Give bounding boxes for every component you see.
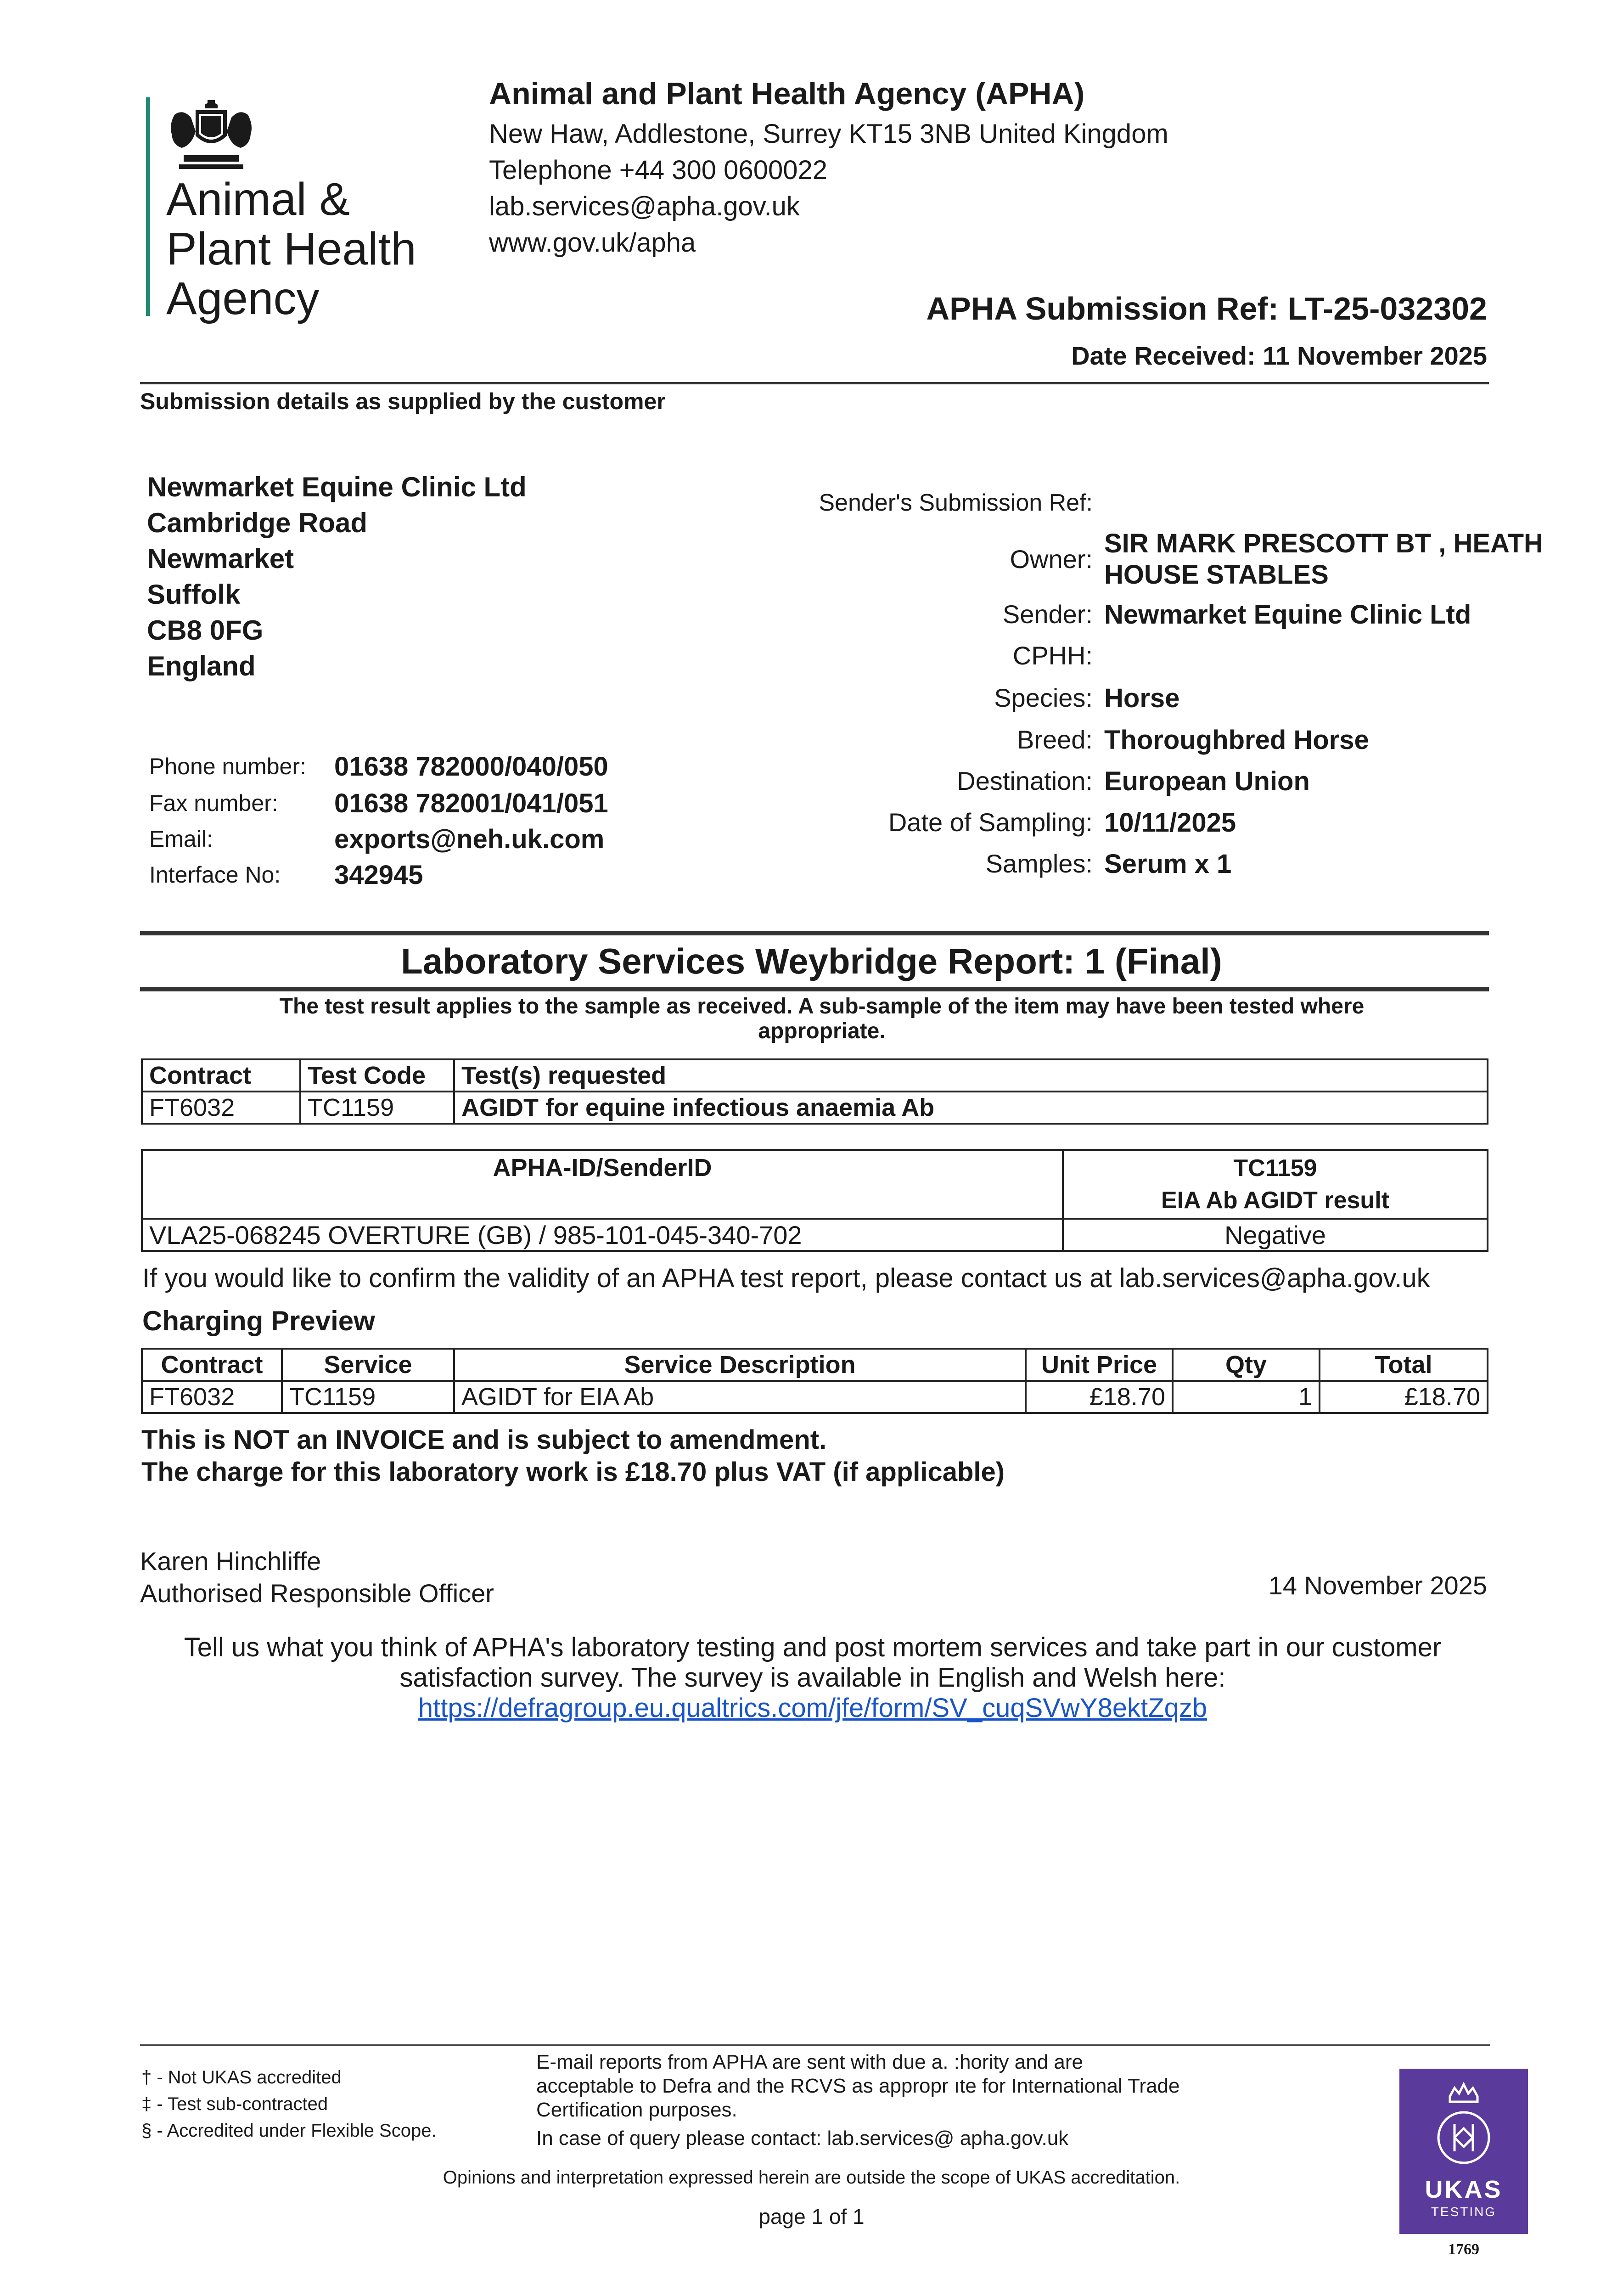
- email-disclaimer-line: acceptable to Defra and the RCVS as appropr ıte for International Trade: [536, 2075, 1180, 2097]
- agency-logo-text: [166, 174, 416, 323]
- report-date: 14 November 2025: [1268, 1571, 1487, 1600]
- owner-value-line-2: HOUSE STABLES: [1104, 560, 1329, 590]
- footnote-subcontracted: ‡ - Test sub-contracted: [141, 2094, 328, 2114]
- submission-ref: APHA Submission Ref: LT-25-032302: [926, 291, 1487, 326]
- logo-accent-bar: [146, 97, 150, 316]
- survey-link[interactable]: https://defragroup.eu.qualtrics.com/jfe/form/SV_cuqSVwY8ektZqzb: [418, 1693, 1207, 1723]
- header-apha-id: APHA-ID/SenderID: [142, 1150, 1063, 1219]
- destination-value: European Union: [1104, 766, 1310, 796]
- report-note-line-1: The test result applies to the sample as received. A sub-sample of the item may have been tested where: [279, 994, 1365, 1019]
- date-received: Date Received: 11 November 2025: [1071, 341, 1487, 370]
- survey-line-2: satisfaction survey. The survey is available in English and Welsh here:: [399, 1663, 1226, 1693]
- address-line: Suffolk: [147, 579, 241, 610]
- owner-value-line-1: SIR MARK PRESCOTT BT , HEATH: [1104, 529, 1543, 558]
- fax-value: 01638 782001/041/051: [334, 788, 608, 818]
- samples-label: Samples:: [985, 849, 1093, 878]
- table-row: [142, 1381, 1488, 1413]
- header-test-code: Test Code: [300, 1059, 454, 1092]
- cell-test-requested: AGIDT for equine infectious anaemia Ab: [454, 1092, 1488, 1124]
- result-table: [141, 1149, 1488, 1252]
- fax-label: Fax number:: [149, 790, 278, 816]
- customer-address: [147, 469, 527, 684]
- header-service: Service: [282, 1349, 454, 1381]
- interface-value: 342945: [334, 860, 423, 890]
- charging-preview-heading: Charging Preview: [142, 1306, 375, 1336]
- footnote-flexible-scope: § - Accredited under Flexible Scope.: [141, 2121, 437, 2141]
- sender-label: Sender:: [1002, 600, 1093, 629]
- cell-contract: FT6032: [142, 1381, 282, 1413]
- header-service-description: Service Description: [454, 1349, 1026, 1381]
- ukas-testing-label: TESTING: [1431, 2205, 1497, 2219]
- cell-service: TC1159: [282, 1381, 454, 1413]
- cell-qty: 1: [1173, 1381, 1320, 1413]
- agency-website[interactable]: www.gov.uk/apha: [489, 228, 696, 258]
- cell-sample-id: VLA25-068245 OVERTURE (GB) / 985-101-045-340-702: [142, 1219, 1063, 1251]
- address-line: Newmarket Equine Clinic Ltd: [147, 472, 527, 502]
- charging-table-header: [142, 1349, 1488, 1381]
- header-result-name: EIA Ab AGIDT result: [1161, 1187, 1389, 1214]
- header-divider: [140, 382, 1489, 384]
- ukas-accreditation-number: 1769: [1448, 2241, 1479, 2258]
- officer-role: Authorised Responsible Officer: [140, 1579, 494, 1608]
- submission-note: Submission details as supplied by the customer: [140, 388, 666, 414]
- survey-line-1: Tell us what you think of APHA's laboratory testing and post mortem services and take part in our customer: [184, 1632, 1442, 1662]
- ukas-wordmark: UKAS: [1425, 2176, 1503, 2203]
- address-line: England: [147, 651, 256, 681]
- survey-block: [156, 1632, 1469, 1723]
- owner-label: Owner:: [1010, 545, 1093, 574]
- sampling-date-label: Date of Sampling:: [888, 808, 1093, 837]
- logo-line-3: Agency: [166, 273, 320, 324]
- address-line: Cambridge Road: [147, 507, 368, 538]
- cell-service-description: AGIDT for EIA Ab: [454, 1381, 1026, 1413]
- header-result-code: TC1159: [1233, 1155, 1317, 1182]
- interface-label: Interface No:: [149, 862, 281, 888]
- tests-table-header: [142, 1059, 1488, 1092]
- header-tests-requested: Test(s) requested: [454, 1059, 1488, 1092]
- validity-text: If you would like to confirm the validity of an APHA test report, please contact us at lab.services@apha.gov.uk: [142, 1263, 1430, 1293]
- header-unit-price: Unit Price: [1026, 1349, 1173, 1381]
- header-total: Total: [1320, 1349, 1488, 1381]
- officer-name: Karen Hinchliffe: [140, 1547, 321, 1576]
- email-label: Email:: [149, 826, 213, 852]
- samples-value: Serum x 1: [1104, 849, 1232, 879]
- header-contract: Contract: [142, 1059, 300, 1092]
- breed-value: Thoroughbred Horse: [1104, 725, 1369, 755]
- header-qty: Qty: [1173, 1349, 1320, 1381]
- table-row: [142, 1092, 1488, 1124]
- page-number: page 1 of 1: [758, 2205, 865, 2228]
- tests-table: [141, 1058, 1488, 1125]
- charge-summary: The charge for this laboratory work is £18.70 plus VAT (if applicable): [141, 1457, 1005, 1487]
- signoff-block: [140, 1545, 494, 1609]
- charging-table: [141, 1348, 1488, 1414]
- ukas-opinion-notice: Opinions and interpretation expressed herein are outside the scope of UKAS accreditation.: [443, 2167, 1180, 2188]
- ukas-crown-mark-icon: [1429, 2078, 1498, 2170]
- footnote-not-accredited: † - Not UKAS accredited: [141, 2067, 342, 2088]
- address-line: CB8 0FG: [147, 615, 264, 646]
- destination-label: Destination:: [957, 766, 1093, 795]
- agency-address: New Haw, Addlestone, Surrey KT15 3NB United Kingdom: [489, 119, 1168, 149]
- table-row: [142, 1219, 1488, 1251]
- logo-line-1: Animal &: [166, 174, 350, 225]
- report-note-line-2: appropriate.: [758, 1019, 886, 1043]
- email-disclaimer: [536, 2050, 1294, 2150]
- senders-ref-label: Sender's Submission Ref:: [819, 490, 1093, 516]
- result-table-header: [142, 1150, 1488, 1219]
- cell-result-value: Negative: [1063, 1219, 1488, 1251]
- report-note: [184, 994, 1460, 1044]
- species-label: Species:: [994, 683, 1093, 712]
- query-contact-line: In case of query please contact: lab.services@ apha.gov.uk: [536, 2127, 1069, 2150]
- agency-telephone: Telephone +44 300 0600022: [489, 155, 827, 185]
- agency-name: Animal and Plant Health Agency (APHA): [489, 76, 1085, 111]
- footnotes: [141, 2064, 437, 2144]
- email-disclaimer-line: Certification purposes.: [536, 2099, 737, 2121]
- phone-label: Phone number:: [149, 754, 306, 779]
- header-contract: Contract: [142, 1349, 282, 1381]
- sampling-date-value: 10/11/2025: [1104, 808, 1236, 838]
- report-rule-bottom: [140, 987, 1489, 991]
- logo-line-2: Plant Health: [166, 223, 416, 275]
- header-result: [1063, 1150, 1488, 1219]
- agency-email[interactable]: lab.services@apha.gov.uk: [489, 191, 800, 221]
- cell-unit-price: £18.70: [1026, 1381, 1173, 1413]
- address-line: Newmarket: [147, 543, 294, 574]
- email-disclaimer-line: E-mail reports from APHA are sent with due a. :hority and are: [536, 2051, 1083, 2073]
- report-title: Laboratory Services Weybridge Report: 1 (Final): [401, 941, 1222, 981]
- breed-label: Breed:: [1017, 725, 1093, 754]
- cphh-label: CPHH:: [1012, 641, 1093, 670]
- phone-value: 01638 782000/040/050: [334, 752, 608, 782]
- cell-contract: FT6032: [142, 1092, 300, 1124]
- footer-divider: [140, 2044, 1490, 2046]
- cell-test-code: TC1159: [300, 1092, 454, 1124]
- royal-coat-of-arms-icon: [165, 96, 257, 177]
- cell-total: £18.70: [1320, 1381, 1488, 1413]
- sender-value: Newmarket Equine Clinic Ltd: [1104, 600, 1471, 630]
- species-value: Horse: [1104, 683, 1180, 713]
- ukas-badge: [1399, 2069, 1528, 2234]
- report-rule-top: [140, 931, 1489, 935]
- email-value[interactable]: exports@neh.uk.com: [334, 824, 605, 854]
- not-invoice-notice: This is NOT an INVOICE and is subject to amendment.: [141, 1425, 827, 1455]
